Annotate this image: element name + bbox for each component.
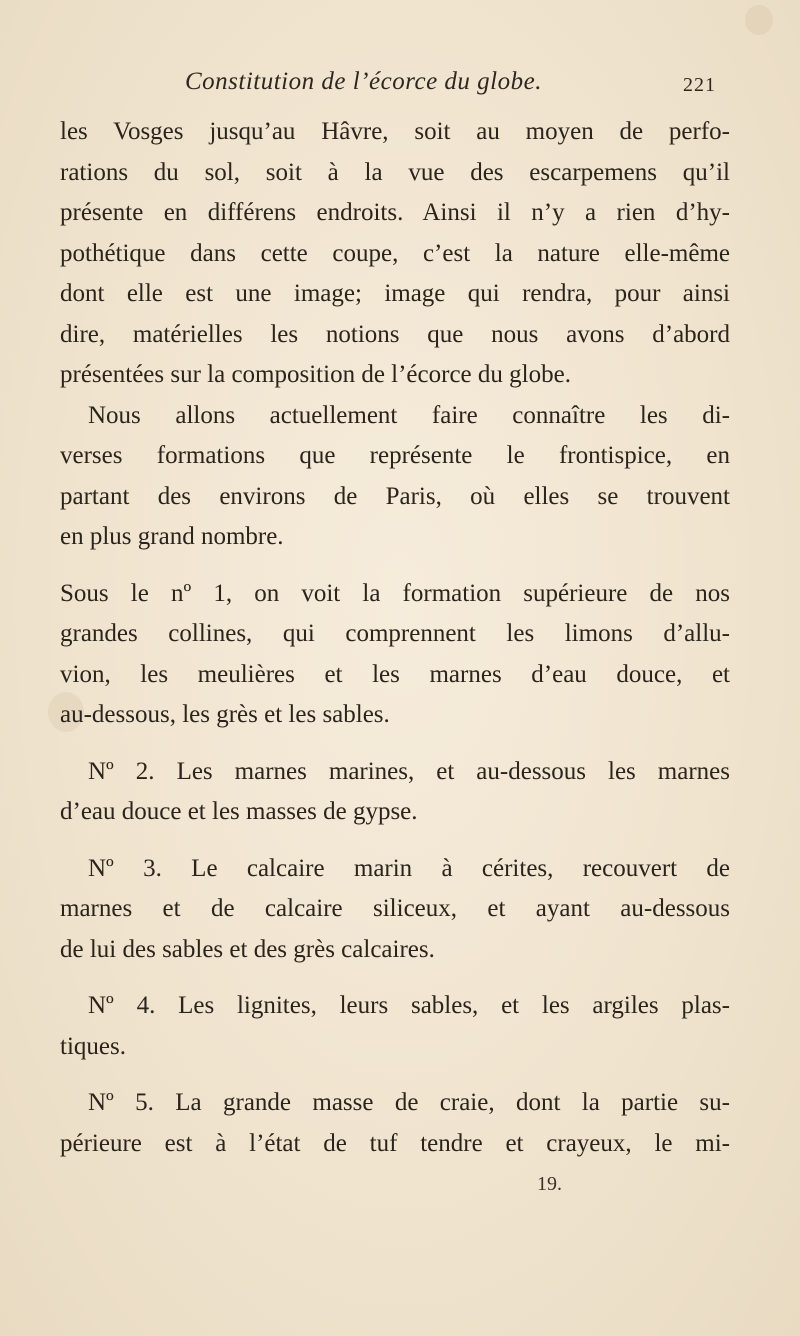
paragraph bbox=[60, 849, 730, 971]
paragraph bbox=[60, 752, 730, 833]
paragraph-gap bbox=[60, 970, 730, 986]
page-header bbox=[0, 66, 800, 106]
paragraph bbox=[60, 574, 730, 736]
text-line: partant des environs de Paris, où elles se trouvent bbox=[60, 482, 730, 510]
text-line: Nº 5. La grande masse de craie, dont la partie su- bbox=[88, 1089, 730, 1116]
paragraph bbox=[60, 396, 730, 558]
paragraph-gap bbox=[60, 558, 730, 574]
text-line: présentées sur la composition de l’écorce du globe. bbox=[60, 361, 571, 388]
page-number: 221 bbox=[683, 74, 716, 96]
text-line: au-dessous, les grès et les sables. bbox=[60, 701, 390, 728]
text-line: présente en différens endroits. Ainsi il n’y a rien d’hy- bbox=[60, 199, 730, 226]
text-line: rations du sol, soit à la vue des escarpemens qu’il bbox=[60, 158, 730, 186]
text-line: Nous allons actuellement faire connaître les di- bbox=[88, 401, 730, 429]
text-line: marnes et de calcaire siliceux, et ayant au-dessous bbox=[60, 895, 730, 922]
text-line: tiques. bbox=[60, 1032, 126, 1060]
text-line: de lui des sables et des grès calcaires. bbox=[60, 935, 435, 963]
paragraph-gap bbox=[60, 736, 730, 752]
paragraph bbox=[60, 1083, 730, 1164]
text-line: les Vosges jusqu’au Hâvre, soit au moyen de perfo- bbox=[60, 118, 730, 145]
text-line: Nº 2. Les marnes marines, et au-dessous les marnes bbox=[88, 757, 730, 785]
paragraph bbox=[60, 112, 730, 396]
text-line: grandes collines, qui comprennent les limons d’allu- bbox=[60, 620, 730, 647]
text-line: Sous le nº 1, on voit la formation supérieure de nos bbox=[60, 579, 730, 607]
signature-mark: 19. bbox=[537, 1173, 562, 1195]
text-line: pothétique dans cette coupe, c’est la nature elle-même bbox=[60, 239, 730, 267]
running-title: Constitution de l’écorce du globe. bbox=[185, 68, 542, 95]
text-line: vion, les meulières et les marnes d’eau douce, et bbox=[60, 660, 730, 688]
text-line: dont elle est une image; image qui rendra, pour ainsi bbox=[60, 280, 730, 307]
text-line: dire, matérielles les notions que nous avons d’abord bbox=[60, 320, 730, 348]
text-line: Nº 3. Le calcaire marin à cérites, recouvert de bbox=[88, 854, 730, 882]
paragraph bbox=[60, 986, 730, 1067]
text-line: périeure est à l’état de tuf tendre et crayeux, le mi- bbox=[60, 1129, 730, 1157]
paragraph-gap bbox=[60, 1067, 730, 1083]
paragraph-gap bbox=[60, 833, 730, 849]
body-text bbox=[60, 112, 730, 1164]
text-line: Nº 4. Les lignites, leurs sables, et les argiles plas- bbox=[88, 992, 730, 1019]
text-line: verses formations que représente le frontispice, en bbox=[60, 442, 730, 469]
paper-stain bbox=[745, 5, 773, 35]
text-line: d’eau douce et les masses de gypse. bbox=[60, 798, 418, 825]
text-line: en plus grand nombre. bbox=[60, 523, 284, 550]
